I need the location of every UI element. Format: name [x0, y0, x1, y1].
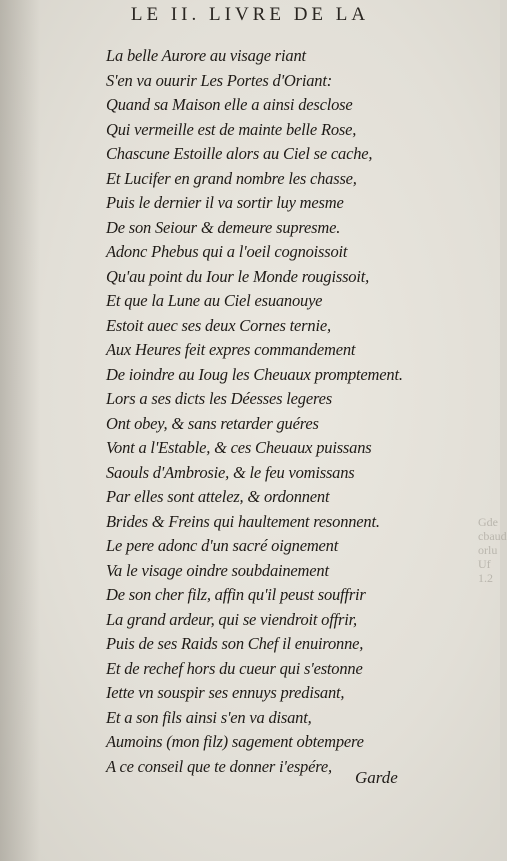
verse-line: Ont obey, & sans retarder guéres	[106, 413, 319, 433]
verse-line: Estoit auec ses deux Cornes ternie,	[106, 315, 331, 335]
verse-line: Qui vermeille est de mainte belle Rose,	[106, 119, 357, 139]
verse-line: Et que la Lune au Ciel esuanouye	[106, 291, 323, 310]
verse-line: Adonc Phebus qui a l'oeil cognoissoit	[106, 242, 348, 261]
verse-line: Va le visage oindre soubdainement	[106, 560, 329, 580]
bleed-through-fragment: Uf	[478, 557, 491, 571]
verse-line: Quand sa Maison elle a ainsi desclose	[106, 95, 353, 114]
bleed-through-text	[478, 515, 507, 585]
verse-line: A ce conseil que te donner i'espére,	[106, 756, 332, 776]
bleed-through-fragment: orlu	[478, 543, 498, 557]
verse-line: Chascune Estoille alors au Ciel se cache,	[106, 144, 373, 163]
verse-line: Par elles sont attelez, & ordonnent	[106, 487, 330, 506]
verse-line: La belle Aurore au visage riant	[106, 46, 306, 65]
verse-block	[106, 44, 466, 779]
verse-line: Aumoins (mon filz) sagement obtempere	[106, 732, 364, 751]
verse-line: Vont a l'Estable, & ces Cheuaux puissans	[106, 438, 372, 457]
verse-line: De ioindre au Ioug les Cheuaux promptement.	[106, 364, 403, 384]
verse-line: Puis de ses Raids son Chef il enuironne,	[106, 634, 364, 653]
verse-line: Qu'au point du Iour le Monde rougissoit,	[106, 266, 370, 286]
catchword: Garde	[355, 768, 398, 787]
verse-line: S'en va ouurir Les Portes d'Oriant:	[106, 70, 333, 90]
bleed-through-fragment: 1.2	[478, 571, 493, 585]
verse-line: La grand ardeur, qui se viendroit offrir,	[106, 609, 357, 629]
verse-line: Le pere adonc d'un sacré oignement	[106, 536, 339, 555]
bleed-through-fragment: cbaud	[478, 529, 507, 543]
verse-line: De son cher filz, affin qu'il peust souffrir	[106, 585, 366, 604]
verse-line: Et Lucifer en grand nombre les chasse,	[106, 168, 357, 188]
verse-line: Iette vn souspir ses ennuys predisant,	[106, 683, 345, 702]
verse-line: Et de rechef hors du cueur qui s'estonne	[106, 658, 363, 678]
verse-line: Saouls d'Ambrosie, & le feu vomissans	[106, 462, 355, 482]
bleed-through-fragment: Gde	[478, 515, 498, 529]
running-head: LE II. LIVRE DE LA	[130, 4, 370, 25]
gutter-shadow	[0, 0, 40, 861]
verse-line: Puis le dernier il va sortir luy mesme	[106, 193, 344, 212]
verse-line: Et a son fils ainsi s'en va disant,	[106, 707, 312, 727]
verse-line: Lors a ses dicts les Déesses legeres	[106, 389, 332, 408]
verse-line: Aux Heures feit expres commandement	[106, 340, 356, 359]
verse-line: Brides & Freins qui haultement resonnent.	[106, 511, 380, 531]
verse-line: De son Seiour & demeure supresme.	[106, 217, 341, 237]
